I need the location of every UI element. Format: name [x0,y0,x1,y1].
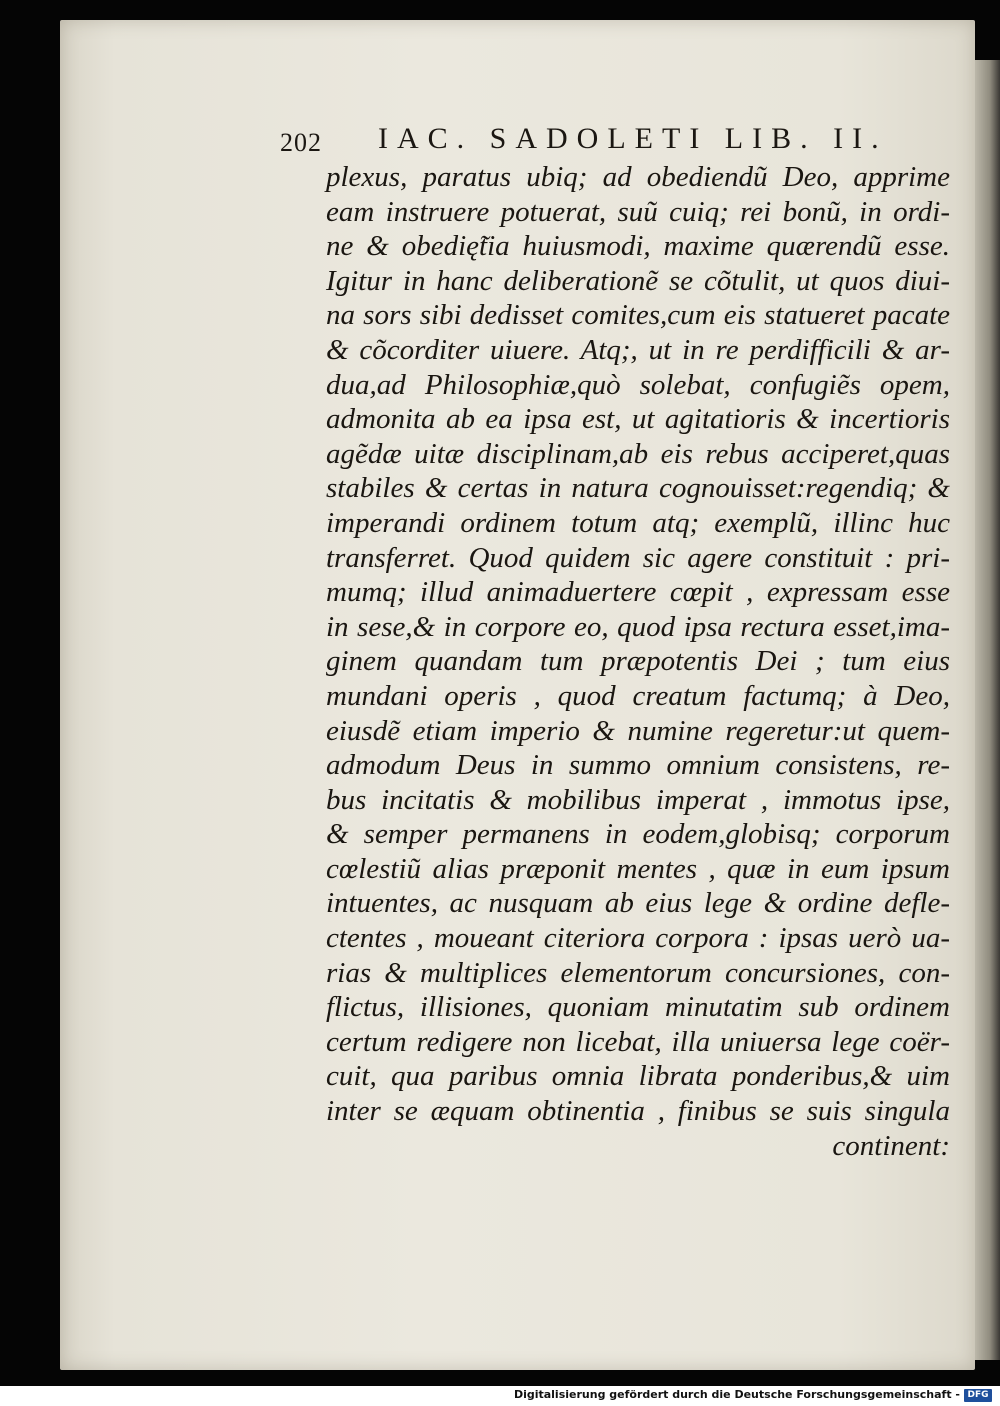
text-line: & cõcorditer uiuere. Atq;, ut in re perdifficili & ar- [326,333,950,366]
text-line: cœlestiũ alias præponit mentes , quæ in eum ipsum [326,852,950,885]
text-line: plexus, paratus ubiq; ad obediendũ Deo, apprime [326,161,950,193]
text-line: in sese,& in corpore eo, quod ipsa rectura esset,ima- [326,610,950,643]
text-line: flictus, illisiones, quoniam minutatim sub ordinem [326,991,950,1024]
text-line: ne & obedię̃tia huiusmodi, maxime quærendũ esse. [326,230,950,263]
footer-bar [0,1386,1000,1406]
page-number: 202 [280,128,322,157]
text-line: admonita ab ea ipsa est, ut agitatioris & incertioris [326,403,950,436]
page-header [280,122,900,162]
page-edge [975,60,1000,1360]
text-line: intuentes, ac nusquam ab eius lege & ordine defle- [326,887,950,920]
catchword: continent: [832,1129,950,1162]
text-line: rias & multiplices elementorum concursiones, con- [326,956,950,989]
text-line: agẽdæ uitæ disciplinam,ab eis rebus acciperet,quas [326,437,950,470]
body-text [326,160,950,1163]
funding-credit: Digitalisierung gefördert durch die Deutsche Forschungsgemeinschaft - [513,1388,960,1401]
text-line: cuit, qua paribus omnia librata ponderibus,& uim [326,1060,950,1093]
text-line: imperandi ordinem totum atq; exemplũ, illinc huc [326,506,950,539]
text-line: eam instruere potuerat, suũ cuiq; rei bonũ, in ordi- [326,195,950,228]
text-line: stabiles & certas in natura cognouisset:regendiq; & [326,472,950,505]
text-line: dua,ad Philosophiæ,quò solebat, confugiẽs opem, [326,368,950,401]
text-line: admodum Deus in summo omnium consistens, re- [326,749,950,782]
text-line: certum redigere non licebat, illa uniuersa lege coër- [326,1025,950,1058]
text-line: ctentes , moueant citeriora corpora : ipsas uerò ua- [326,922,950,955]
text-line: mundani operis , quod creatum factumq; à Deo, [326,679,950,712]
running-head: IAC. SADOLETI LIB. II. [378,122,888,155]
text-line: na sors sibi dedisset comites,cum eis statueret pacate [326,299,950,332]
text-line: ginem quandam tum præpotentis Dei ; tum eius [326,645,950,678]
text-line: mumq; illud animaduertere cœpit , expressam esse [326,576,950,609]
text-line: Igitur in hanc deliberationẽ se cõtulit, ut quos diui- [326,264,950,297]
text-line: inter se æquam obtinentia , finibus se suis singula [326,1095,950,1128]
text-line: eiusdẽ etiam imperio & numine regeretur:ut quem- [326,714,950,747]
text-line: transferret. Quod quidem sic agere constituit : pri- [326,541,950,574]
dfg-logo: DFG [964,1389,992,1402]
text-line: bus incitatis & mobilibus imperat , immotus ipse, [326,783,950,816]
text-line: & semper permanens in eodem,globisq; corporum [326,818,950,851]
